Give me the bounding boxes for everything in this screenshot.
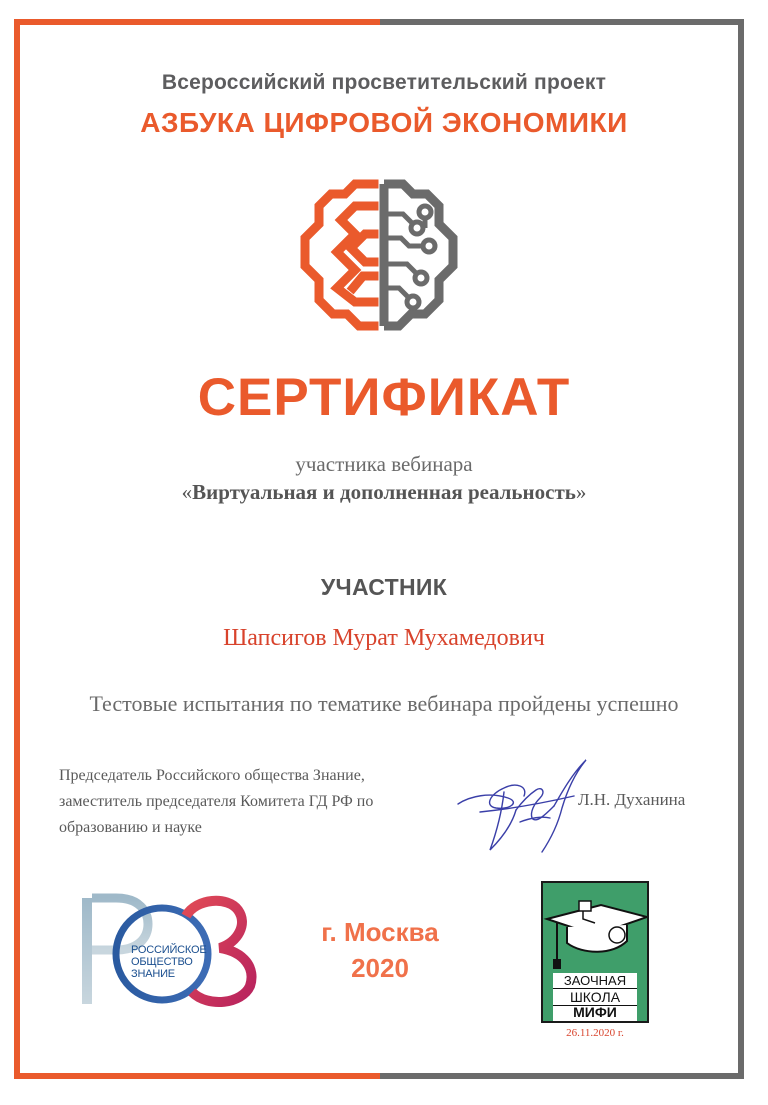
certificate-title: СЕРТИФИКАТ xyxy=(197,368,571,427)
frame-right xyxy=(738,19,744,1079)
year: 2020 xyxy=(351,953,409,983)
issue-date: 26.11.2020 г. xyxy=(566,1027,624,1039)
project-name: АЗБУКА ЦИФРОВОЙ ЭКОНОМИКИ xyxy=(140,107,628,138)
chair-title-line2: заместитель председателя Комитета ГД РФ по xyxy=(59,793,374,810)
certificate-subtitle: участника вебинара xyxy=(295,452,473,476)
close-quote: » xyxy=(575,480,587,504)
frame-bottom-left xyxy=(14,1073,380,1079)
webinar-title: Виртуальная и дополненная реальность xyxy=(192,480,576,504)
participant-label: УЧАСТНИК xyxy=(320,574,448,600)
city-year-block xyxy=(300,914,460,986)
mephi-school-logo xyxy=(541,881,649,1023)
graduation-cap-icon xyxy=(543,883,647,973)
roz-text-1: РОССИЙСКОЕ xyxy=(131,944,207,956)
school-text-3: МИФИ xyxy=(573,1004,617,1020)
brain-logo-icon xyxy=(297,176,463,342)
chair-title-line1: Председатель Российского общества Знание, xyxy=(59,767,365,784)
roz-text-3: ЗНАНИЕ xyxy=(131,968,175,980)
city: г. Москва xyxy=(321,917,439,947)
frame-top-right xyxy=(380,19,744,25)
frame-top-left xyxy=(14,19,380,25)
webinar-title-line xyxy=(0,480,768,505)
test-result: Тестовые испытания по тематике вебинара пройдены успешно xyxy=(89,691,679,716)
school-text-1: ЗАОЧНАЯ xyxy=(563,973,627,988)
open-quote: « xyxy=(181,480,193,504)
school-text-2: ШКОЛА xyxy=(553,988,637,1006)
roz-text-2: ОБЩЕСТВО xyxy=(131,956,193,968)
signer-name: Л.Н. Духанина xyxy=(578,790,686,809)
chair-title-line3: образованию и науке xyxy=(59,819,202,836)
participant-name: Шапсигов Мурат Мухамедович xyxy=(223,625,545,651)
frame-left xyxy=(14,19,20,1079)
frame-bottom-right xyxy=(380,1073,744,1079)
project-heading: Всероссийский просветительский проект xyxy=(161,71,607,94)
roz-logo xyxy=(78,892,268,1010)
